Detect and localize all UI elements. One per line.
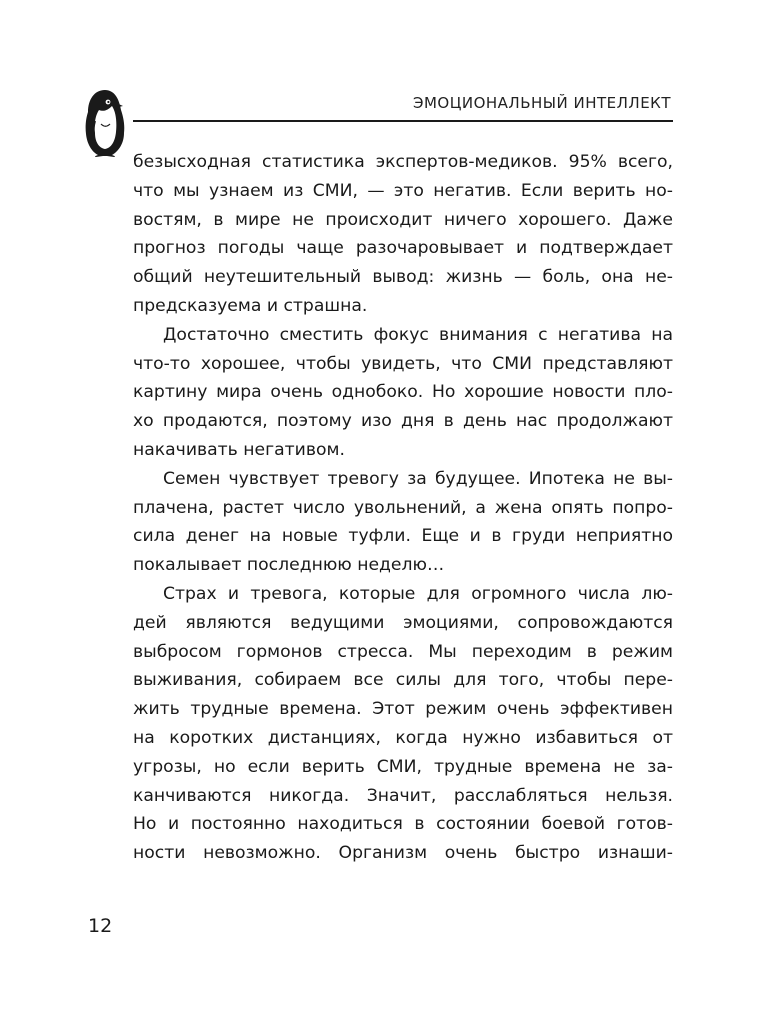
text-line: плачена, растет число увольнений, а жена опять попро- (133, 497, 673, 518)
text-line: ности невозможно. Организм очень быстро изнаши- (133, 843, 673, 864)
text-line: востям, в мире не происходит ничего хорошего. Даже (133, 209, 673, 230)
text-line: общий неутешительный вывод: жизнь — боль, она не- (133, 267, 673, 288)
text-line: что-то хорошее, чтобы увидеть, что СМИ представляют (133, 353, 673, 374)
text-line: выбросом гормонов стресса. Мы переходим в режим (133, 641, 673, 662)
text-line: угрозы, но если верить СМИ, трудные времена не за- (133, 756, 673, 777)
text-line: дей являются ведущими эмоциями, сопровождаются (133, 612, 673, 633)
text-line: Достаточно сместить фокус внимания с негатива на (163, 324, 673, 345)
text-line: на коротких дистанциях, когда нужно избавиться от (133, 727, 673, 748)
text-line: жить трудные времена. Этот режим очень эффективен (133, 699, 673, 720)
text-line: выживания, собираем все силы для того, чтобы пере- (133, 670, 673, 691)
text-line: сила денег на новые туфли. Еще и в груди неприятно (133, 526, 673, 547)
text-line: картину мира очень однобоко. Но хорошие новости пло- (133, 382, 673, 403)
header-rule (133, 120, 673, 122)
text-line: Страх и тревога, которые для огромного числа лю- (163, 583, 673, 604)
running-header: ЭМОЦИОНАЛЬНЫЙ ИНТЕЛЛЕКТ (413, 94, 671, 112)
text-line: Но и постоянно находиться в состоянии боевой готов- (133, 814, 673, 835)
text-line: предсказуема и страшна. (133, 295, 368, 316)
page-number: 12 (88, 915, 113, 937)
body-text (133, 148, 673, 868)
text-line: что мы узнаем из СМИ, — это негатив. Если верить но- (133, 180, 673, 201)
text-line: Семен чувствует тревогу за будущее. Ипотека не вы- (163, 468, 673, 489)
text-line: канчиваются никогда. Значит, расслабляться нельзя. (133, 785, 673, 806)
text-line: безысходная статистика экспертов-медиков. 95% всего, (133, 152, 673, 172)
text-line: покалывает последнюю неделю… (133, 555, 445, 576)
text-line: хо продаются, поэтому изо дня в день нас продолжают (133, 411, 673, 432)
text-line: накачивать негативом. (133, 439, 345, 460)
penguin-icon (84, 88, 126, 158)
text-line: прогноз погоды чаще разочаровывает и подтверждает (133, 238, 673, 259)
